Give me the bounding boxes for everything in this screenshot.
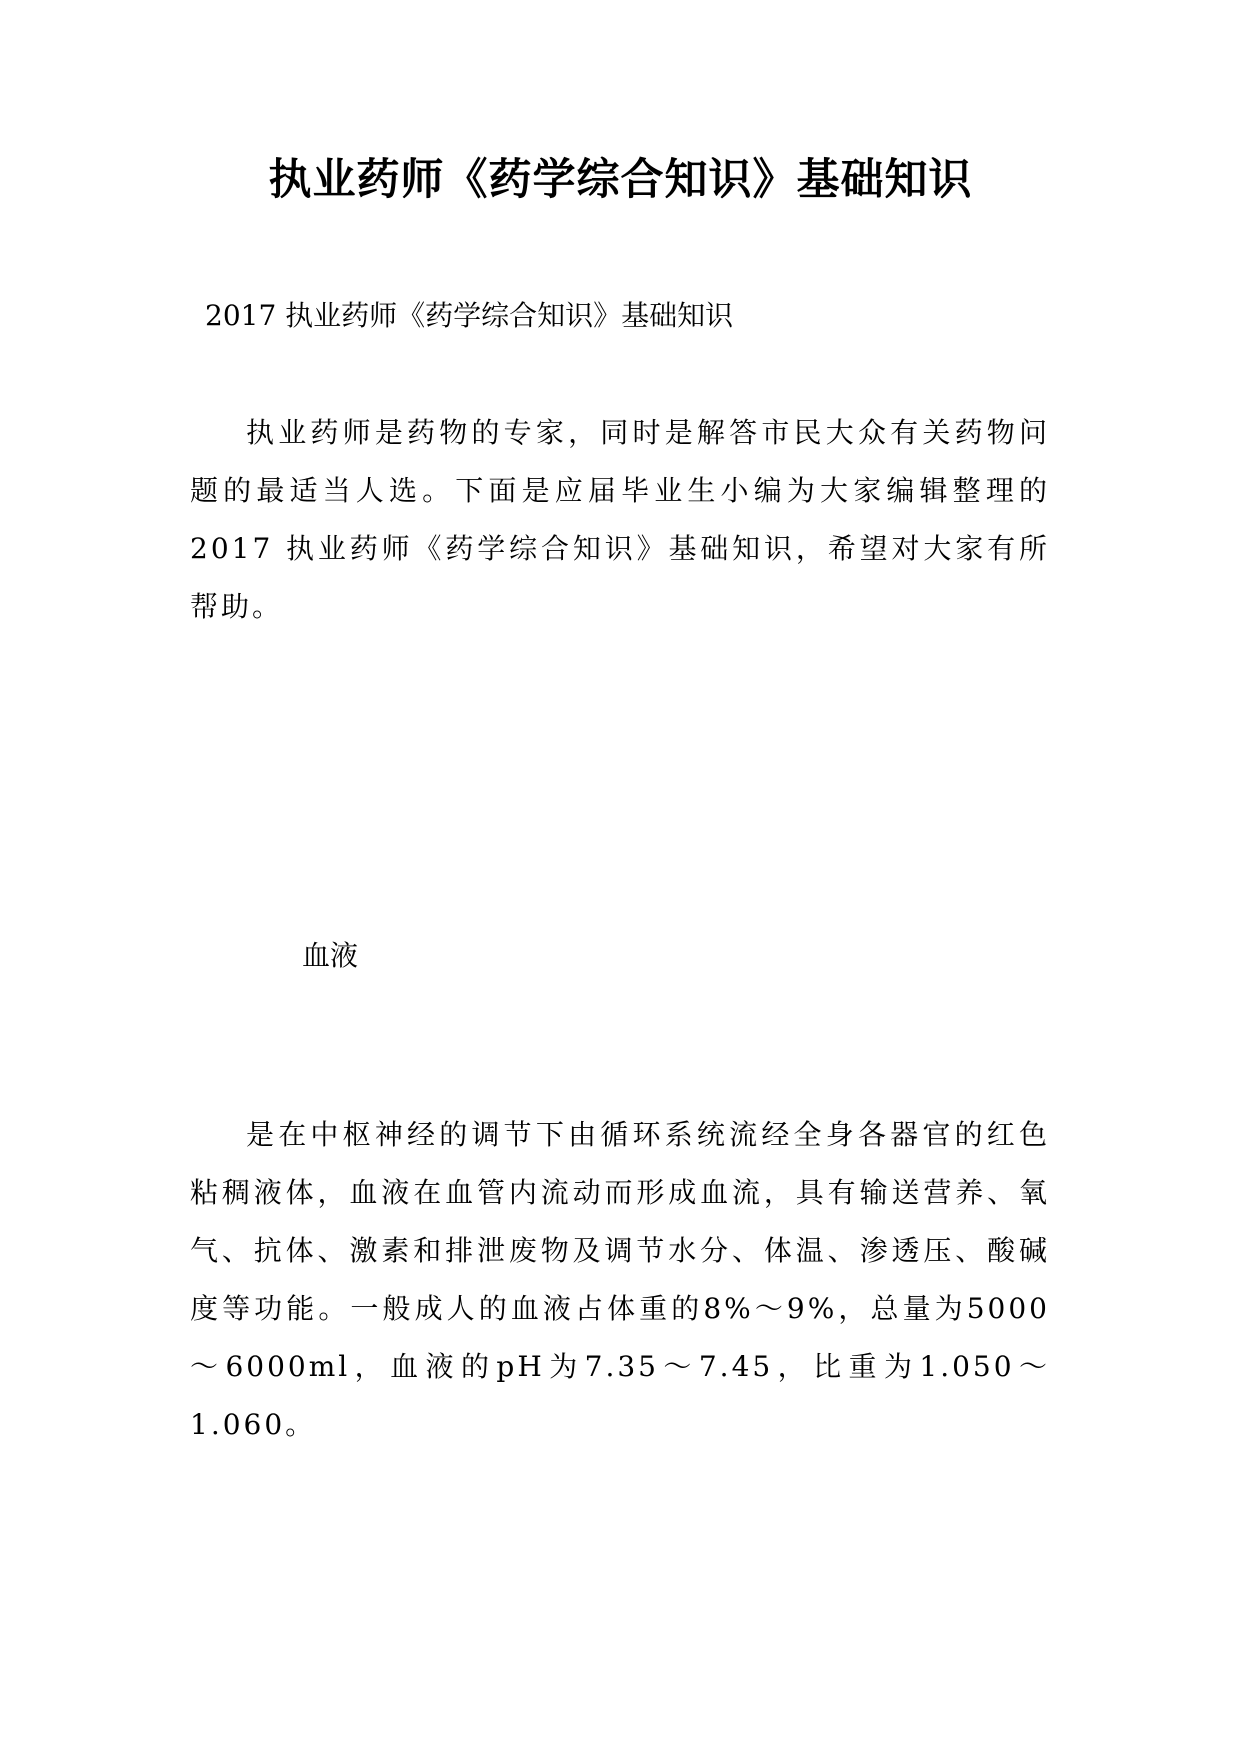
document-subtitle: 2017 执业药师《药学综合知识》基础知识 (205, 299, 734, 332)
section-paragraph: 是在中枢神经的调节下由循环系统流经全身各器官的红色粘稠液体，血液在血管内流动而形成血流，具有输送营养、氧气、抗体、激素和排泄废物及调节水分、体温、渗透压、酸碱度等功能。一般成人的血液占体重的8%～9%，总量为5000～6000ml，血液的pH为7.35～7.45，比重为1.050～1.060。 (190, 1118, 1050, 1441)
intro-paragraph: 执业药师是药物的专家，同时是解答市民大众有关药物问题的最适当人选。下面是应届毕业生小编为大家编辑整理的 2017 执业药师《药学综合知识》基础知识，希望对大家有所帮助。 (190, 416, 1050, 623)
section-heading: 血液 (302, 939, 359, 972)
document-title: 执业药师《药学综合知识》基础知识 (268, 155, 973, 205)
